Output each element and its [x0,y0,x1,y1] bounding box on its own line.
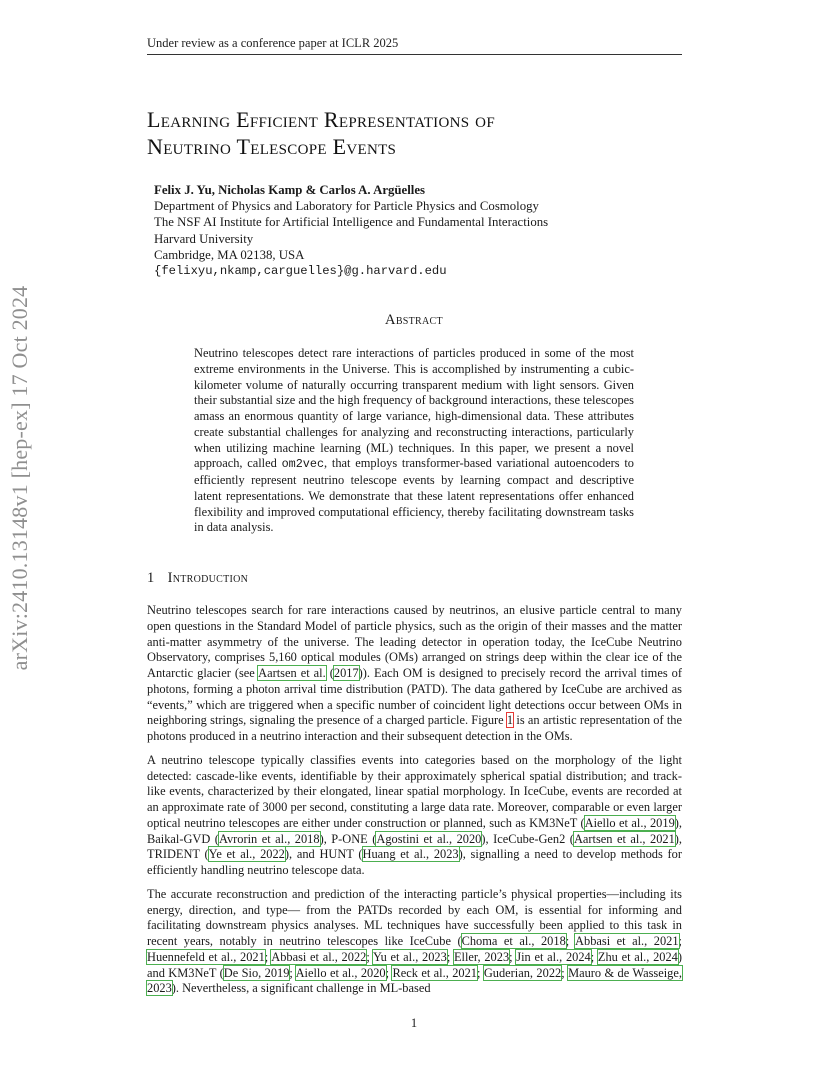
abstract-part-1: Neutrino telescopes detect rare interactions of particles produced in some of the most extreme environments in the Universe. This is accomplished by instrumenting a cubic-kilometer volume of naturally occurring transparent medium with light sensors. Given their substantial size and the high frequency of background interactions, these telescopes amass an enormous quantity of large variance, high-dimensional data. These attributes create substantial challenges for analyzing and reconstructing interactions, particularly when utilizing machine learning (ML) techniques. In this paper, we present a novel approach, called [194,346,634,471]
affiliation-department: Department of Physics and Laboratory for Particle Physics and Cosmology [154,199,539,214]
author-email[interactable]: {felixyu,nkamp,carguelles}@g.harvard.edu [154,264,447,279]
citation-link[interactable]: Choma et al., 2018 [461,934,566,948]
affiliation-university: Harvard University [154,231,254,246]
citation-link[interactable]: Agostini et al., 2020 [376,831,482,846]
abstract-text [194,346,634,536]
figure-ref-link[interactable]: 1 [506,713,514,728]
citation-link[interactable]: Yu et al., 2023 [373,949,447,964]
affiliation-address: Cambridge, MA 02138, USA [154,247,305,262]
citation-link[interactable]: Ye et al., 2022 [208,847,285,862]
citation-link[interactable]: Guderian, 2022 [483,965,562,980]
citation-link[interactable]: Aiello et al., 2019 [584,815,675,830]
paragraph-2: A neutrino telescope typically classifies events into categories based on the morphology of the light detected: cascade-like events, identifiable by their approximately spherical spatial distribution; and track-like events, characterized by their elongated, linear spatial morphology. In IceCube, events are recorded at an approximate rate of 3000 per second, constituting a large data rate. Moreover, comparable or even larger optical neutrino telescopes are either under construction or planned, such as KM3NeT (Aiello et al., 2019), Baikal-GVD (Avrorin et al., 2018), P-ONE (Agostini et al., 2020), IceCube-Gen2 (Aartsen et al., 2021), TRIDENT (Ye et al., 2022), and HUNT (Huang et al., 2023), signalling a need to develop methods for efficiently handling neutrino telescope data. [147,752,683,877]
citation-link[interactable]: Avrorin et al., 2018 [218,831,320,846]
abstract-part-2: , that employs transformer-based variational autoencoders to efficiently represent neutrino telescope events by learning compact and descriptive latent representations. We demonstrate that these latent representations offer enhanced flexibility and improved computational efficiency, thereby facilitating downstream tasks in data analysis. [194,456,635,535]
arxiv-identifier: arXiv:2410.13148v1 [hep-ex] 17 Oct 2024 [7,285,32,671]
citation-link[interactable]: De Sio, 2019 [223,965,290,980]
citation-link[interactable]: Mauro & de Wasseige, 2023 [147,965,682,996]
citation-link[interactable]: Abbasi et al., 2021 [575,934,679,948]
body-text [147,603,682,1005]
citation-link[interactable]: Aiello et al., 2020 [295,965,386,980]
citation-link[interactable]: Huang et al., 2023 [362,847,459,862]
author-names: Felix J. Yu, Nicholas Kamp & Carlos A. Argüelles [154,183,425,197]
section-number: 1 [147,570,155,586]
paper-title [147,106,687,160]
affiliation-institute: The NSF AI Institute for Artificial Intelligence and Fundamental Interactions [154,215,549,230]
abstract-heading: Abstract [385,312,443,328]
citation-link[interactable]: Aartsen et al., 2021 [573,831,675,846]
title-line-2: Neutrino Telescope Events [147,134,397,159]
citation-year-link[interactable]: 2017 [333,666,359,680]
citation-link[interactable]: Jin et al., 2024 [516,949,591,964]
section-heading [147,570,248,587]
citation-link[interactable]: Aartsen et al. [258,666,326,680]
citation-link[interactable]: Zhu et al., 2024 [597,949,678,964]
header-rule [147,54,682,55]
citation-link[interactable]: Reck et al., 2021 [392,965,477,980]
method-name-code: om2vec [281,457,325,472]
citation-link[interactable]: Huennefeld et al., 2021 [147,949,265,964]
page-number: 1 [410,1016,418,1030]
running-header: Under review as a conference paper at ICLR 2025 [147,36,399,50]
section-title: Introduction [167,570,249,586]
citation-link[interactable]: Eller, 2023 [453,949,510,964]
author-block [154,182,674,279]
paragraph-3: The accurate reconstruction and prediction of the interacting particle’s physical properties—including its energy, direction, and type— from the PATDs recorded by each OM, is essential for informing and facilitating downstream physics analyses. ML techniques have successfully been applied to this task in recent years, notably in neutrino telescopes like IceCube (Choma et al., 2018; Abbasi et al., 2021; Huennefeld et al., 2021; Abbasi et al., 2022; Yu et al., 2023; Eller, 2023; Jin et al., 2024; Zhu et al., 2024) and KM3NeT (De Sio, 2019; Aiello et al., 2020; Reck et al., 2021; Guderian, 2022; Mauro & de Wasseige, 2023). Nevertheless, a significant challenge in ML-based [147,886,682,996]
paragraph-1: Neutrino telescopes search for rare interactions caused by neutrinos, an elusive particle central to many open questions in the Standard Model of particle physics, such as the origin of their masses and the matter anti-matter asymmetry of the universe. The leading detector in operation today, the IceCube Neutrino Observatory, comprises 5,160 optical modules (OMs) arranged on strings deep within the clear ice of the Antarctic glacier (see Aartsen et al. (2017)). Each OM is designed to precisely record the arrival times of photons, forming a photon arrival time distribution (PATD). The data gathered by IceCube are archived as “events,” which are triggered when a specific number of coincident light detections occur between OMs in neighboring strings, signaling the presence of a charged particle. Figure 1 is an artistic representation of the photons produced in a neutrino interaction and their subsequent detection in the OMs. [147,603,682,743]
title-line-1: Learning Efficient Representations of [147,107,495,132]
citation-link[interactable]: Abbasi et al., 2022 [271,949,367,964]
